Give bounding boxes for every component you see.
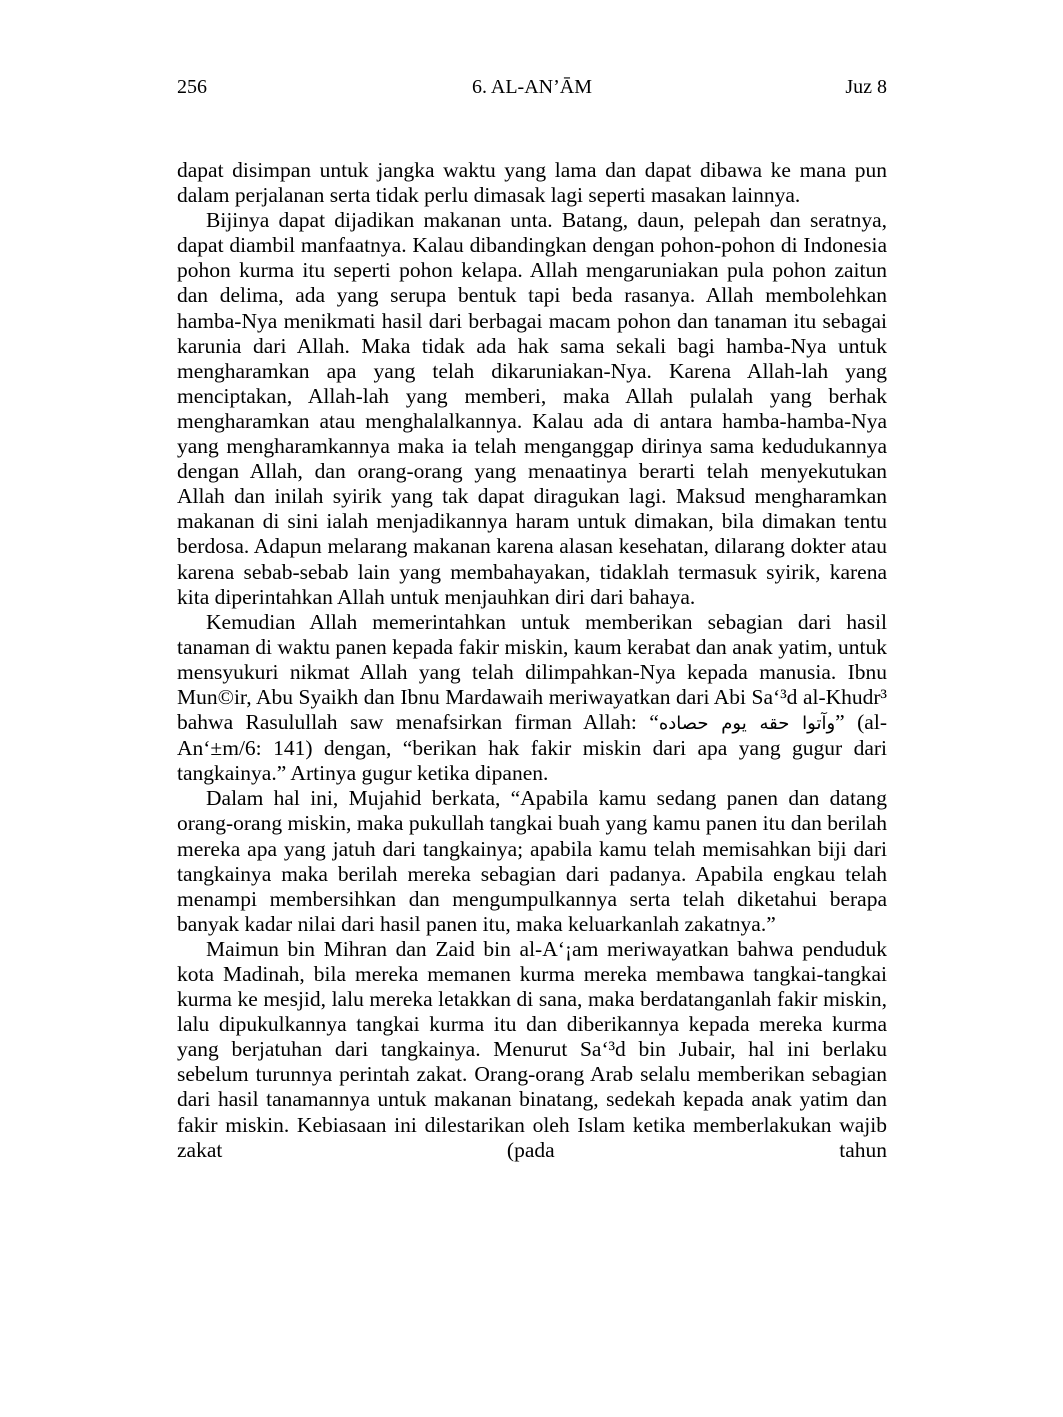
page-body [177, 158, 887, 1163]
paragraph-continuation: dapat disimpan untuk jangka waktu yang lama dan dapat dibawa ke mana pun dalam perjalanan serta tidak perlu dimasak lagi seperti masakan lainnya. [177, 158, 887, 208]
page-header [177, 76, 887, 104]
paragraph-maimun: Maimun bin Mihran dan Zaid bin al-A‘¡am meriwayatkan bahwa penduduk kota Madinah, bila mereka memanen kurma mereka membawa tangkai-tangkai kurma ke mesjid, lalu mereka letakkan di sana, maka berdatanganlah fakir miskin, lalu dipukulkannya tangkai kurma itu dan diberikannya kepada mereka kurma yang berjatuhan dari tangkainya. Menurut Sa‘³d bin Jubair, hal ini berlaku sebelum turunnya perintah zakat. Orang-orang Arab selalu memberikan sebagian dari hasil tanamannya untuk makanan binatang, sedekah kepada anak yatim dan fakir miskin. Kebiasaan ini dilestarikan oleh Islam ketika memberlakukan wajib zakat (pada tahun [177, 936, 887, 1162]
harvest-text-after: ” (al-An‘±m/6: 141) dengan, “berikan hak fakir miskin dari apa yang gugur dari tangkainya.” Artinya gugur ketika dipanen. [177, 710, 887, 786]
paragraph-harvest-command [177, 610, 887, 787]
page-number: 256 [177, 76, 207, 98]
harvest-text-before: Kemudian Allah memerintahkan untuk memberikan sebagian dari hasil tanaman di waktu panen kepada fakir miskin, kaum kerabat dan anak yatim, untuk mensyukuri nikmat Allah yang telah dilimpahkan-Nya kepada manusia. Ibnu Mun©ir, Abu Syaikh dan Ibnu Mardawaih meriwayatkan dari Abi Sa‘³d al-Khudr³ bahwa Rasulullah saw menafsirkan firman Allah: “ [177, 609, 887, 735]
chapter-title: 6. AL-AN’ĀM [472, 76, 592, 98]
paragraph-mujahid: Dalam hal ini, Mujahid berkata, “Apabila kamu sedang panen dan datang orang-orang miskin, maka pukullah tangkai buah yang kamu panen itu dan berilah mereka apa yang jatuh dari tangkainya; apabila kamu telah memisahkan biji dari tangkainya maka berilah mereka sebagian dari padanya. Apabila engkau telah menampi membersihkan dan mengumpulkannya serta telah diketahui berapa banyak kadar nilai dari hasil panen itu, maka keluarkanlah zakatnya.” [177, 786, 887, 936]
juz-label: Juz 8 [845, 76, 887, 98]
paragraph-date-palm: Bijinya dapat dijadikan makanan unta. Batang, daun, pelepah dan seratnya, dapat diambil manfaatnya. Kalau dibandingkan dengan pohon-pohon di Indonesia pohon kurma itu seperti pohon kelapa. Allah mengaruniakan pula pohon zaitun dan delima, ada yang serupa bentuk tapi beda rasanya. Allah membolehkan hamba-Nya menikmati hasil dari berbagai macam pohon dan tanaman itu sebagai karunia dari Allah. Maka tidak ada hak sama sekali bagi hamba-Nya untuk mengharamkan apa yang telah dikaruniakan-Nya. Karena Allah-lah yang menciptakan, Allah-lah yang memberi, maka Allah pulalah yang berhak mengharamkan atau menghalalkannya. Kalau ada di antara hamba-hamba-Nya yang mengharamkannya maka ia telah menganggap dirinya sama kedudukannya dengan Allah, dan orang-orang yang menaatinya berarti telah menyekutukan Allah dan inilah syirik yang tak dapat diragukan lagi. Maksud mengharamkan makanan di sini ialah menjadikannya haram untuk dimakan, bila dimakan tentu berdosa. Adapun melarang makanan karena alasan kesehatan, dilarang dokter atau karena sebab-sebab lain yang membahayakan, tidaklah termasuk syirik, karena kita diperintahkan Allah untuk menjauhkan diri dari bahaya. [177, 208, 887, 609]
arabic-verse: وآتوا حقه يوم حصاده [658, 713, 836, 735]
